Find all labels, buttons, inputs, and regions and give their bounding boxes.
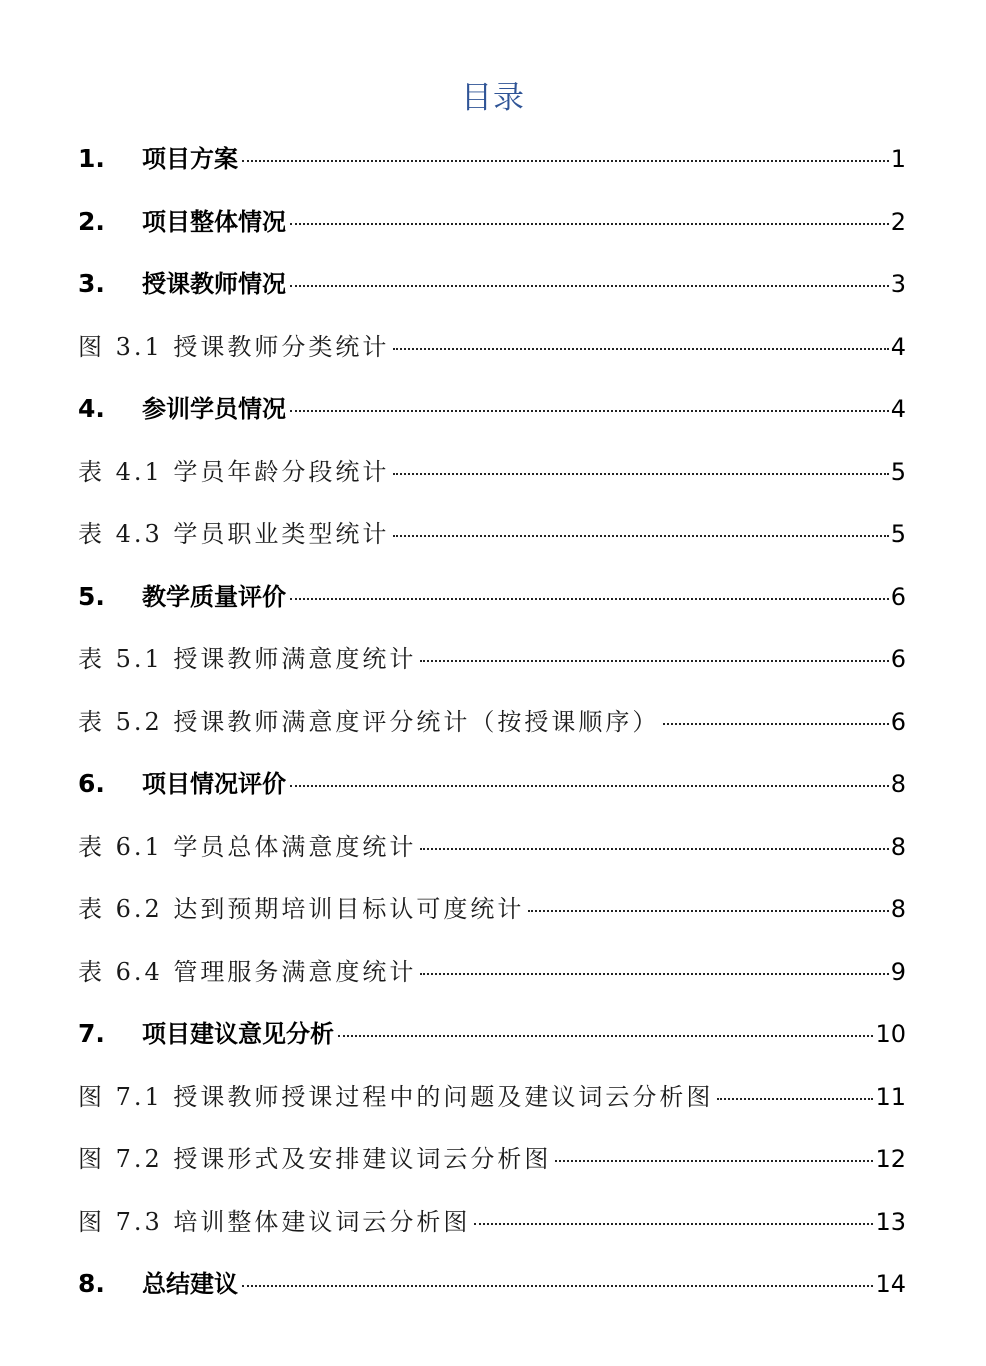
- toc-chapter-entry[interactable]: [78, 1253, 906, 1316]
- toc-page-number: 8: [890, 895, 906, 923]
- toc-entry-title: 总结建议: [142, 1270, 238, 1298]
- toc-chapter-entry[interactable]: [78, 566, 906, 629]
- toc-dot-leader: [290, 285, 889, 287]
- toc-entry-number: 3.: [78, 269, 105, 298]
- toc-dot-leader: [717, 1098, 873, 1100]
- toc-entry-title: 图 7.3 培训整体建议词云分析图: [78, 1207, 471, 1236]
- toc-page-number: 10: [875, 1020, 906, 1048]
- toc-entry-title: 项目情况评价: [142, 770, 286, 798]
- toc-page-number: 13: [875, 1207, 906, 1236]
- toc-figure-entry[interactable]: [78, 691, 906, 754]
- toc-page-number: 6: [890, 582, 906, 611]
- toc-entry-title: 表 5.1 授课教师满意度统计: [78, 645, 417, 673]
- toc-chapter-entry[interactable]: [78, 191, 906, 254]
- toc-chapter-entry[interactable]: [78, 753, 906, 816]
- toc-dot-leader: [474, 1223, 873, 1225]
- toc-title: 目录: [461, 80, 525, 116]
- toc-page-number: 5: [890, 520, 906, 548]
- toc-entry-title: 图 7.1 授课教师授课过程中的问题及建议词云分析图: [78, 1082, 714, 1111]
- toc-page-number: 4: [890, 332, 906, 361]
- toc-dot-leader: [528, 910, 888, 912]
- toc-page-number: 3: [890, 270, 906, 298]
- toc-page-number: 5: [890, 457, 906, 486]
- toc-entry-title: 图 7.2 授课形式及安排建议词云分析图: [78, 1145, 552, 1173]
- toc-dot-leader: [290, 223, 889, 225]
- toc-dot-leader: [338, 1035, 873, 1037]
- toc-dot-leader: [393, 535, 888, 537]
- toc-dot-leader: [420, 660, 888, 662]
- toc-dot-leader: [290, 410, 889, 412]
- toc-figure-entry[interactable]: [78, 628, 906, 691]
- toc-entry-number: 1.: [78, 144, 105, 173]
- toc-chapter-entry[interactable]: [78, 1003, 906, 1066]
- toc-entry-number: 2.: [78, 206, 105, 236]
- toc-figure-entry[interactable]: [78, 503, 906, 566]
- toc-entry-number: 4.: [78, 394, 105, 423]
- toc-dot-leader: [555, 1160, 873, 1162]
- toc-entry-number: 5.: [78, 581, 105, 611]
- toc-entry-number: 6.: [78, 769, 105, 798]
- toc-entry-title: 项目建议意见分析: [142, 1020, 334, 1048]
- toc-page-number: 6: [890, 707, 906, 736]
- toc-dot-leader: [393, 348, 888, 350]
- toc-dot-leader: [242, 160, 889, 162]
- toc-entry-title: 表 4.1 学员年龄分段统计: [78, 457, 390, 486]
- toc-entry-title: 教学质量评价: [142, 582, 286, 611]
- toc-entry-number: 7.: [78, 1019, 105, 1048]
- toc-figure-entry[interactable]: [78, 941, 906, 1004]
- toc-chapter-entry[interactable]: [78, 128, 906, 191]
- toc-entry-title: 表 5.2 授课教师满意度评分统计（按授课顺序）: [78, 707, 660, 736]
- toc-page-number: 2: [890, 207, 906, 236]
- toc-entry-title: 参训学员情况: [142, 395, 286, 423]
- toc-figure-entry[interactable]: [78, 1066, 906, 1129]
- toc-entry-title: 表 4.3 学员职业类型统计: [78, 520, 390, 548]
- toc-figure-entry[interactable]: [78, 878, 906, 941]
- toc-dot-leader: [290, 785, 889, 787]
- toc-chapter-entry[interactable]: [78, 378, 906, 441]
- toc-figure-entry[interactable]: [78, 316, 906, 379]
- toc-page-number: 14: [875, 1270, 906, 1298]
- toc-page-number: 1: [890, 145, 906, 173]
- toc-entry-title: 项目整体情况: [142, 207, 286, 236]
- toc-page-number: 9: [890, 957, 906, 986]
- toc-entry-title: 授课教师情况: [142, 270, 286, 298]
- toc-dot-leader: [290, 598, 889, 600]
- toc-figure-entry[interactable]: [78, 1128, 906, 1191]
- toc-page-number: 8: [890, 770, 906, 798]
- toc-dot-leader: [393, 473, 888, 475]
- toc-dot-leader: [420, 973, 888, 975]
- toc-chapter-entry[interactable]: [78, 253, 906, 316]
- toc-figure-entry[interactable]: [78, 816, 906, 879]
- toc-dot-leader: [242, 1285, 873, 1287]
- toc-entry-title: 表 6.4 管理服务满意度统计: [78, 957, 417, 986]
- toc-page-number: 11: [875, 1082, 906, 1111]
- table-of-contents: [78, 128, 906, 1316]
- toc-figure-entry[interactable]: [78, 1191, 906, 1254]
- toc-entry-title: 表 6.1 学员总体满意度统计: [78, 832, 417, 861]
- toc-entry-title: 表 6.2 达到预期培训目标认可度统计: [78, 895, 525, 923]
- toc-dot-leader: [420, 848, 888, 850]
- toc-page-number: 4: [890, 395, 906, 423]
- toc-page-number: 12: [875, 1145, 906, 1173]
- toc-figure-entry[interactable]: [78, 441, 906, 504]
- toc-page-number: 8: [890, 832, 906, 861]
- toc-dot-leader: [663, 723, 888, 725]
- toc-entry-title: 图 3.1 授课教师分类统计: [78, 332, 390, 361]
- toc-entry-number: 8.: [78, 1269, 105, 1298]
- toc-entry-title: 项目方案: [142, 145, 238, 173]
- toc-page-number: 6: [890, 645, 906, 673]
